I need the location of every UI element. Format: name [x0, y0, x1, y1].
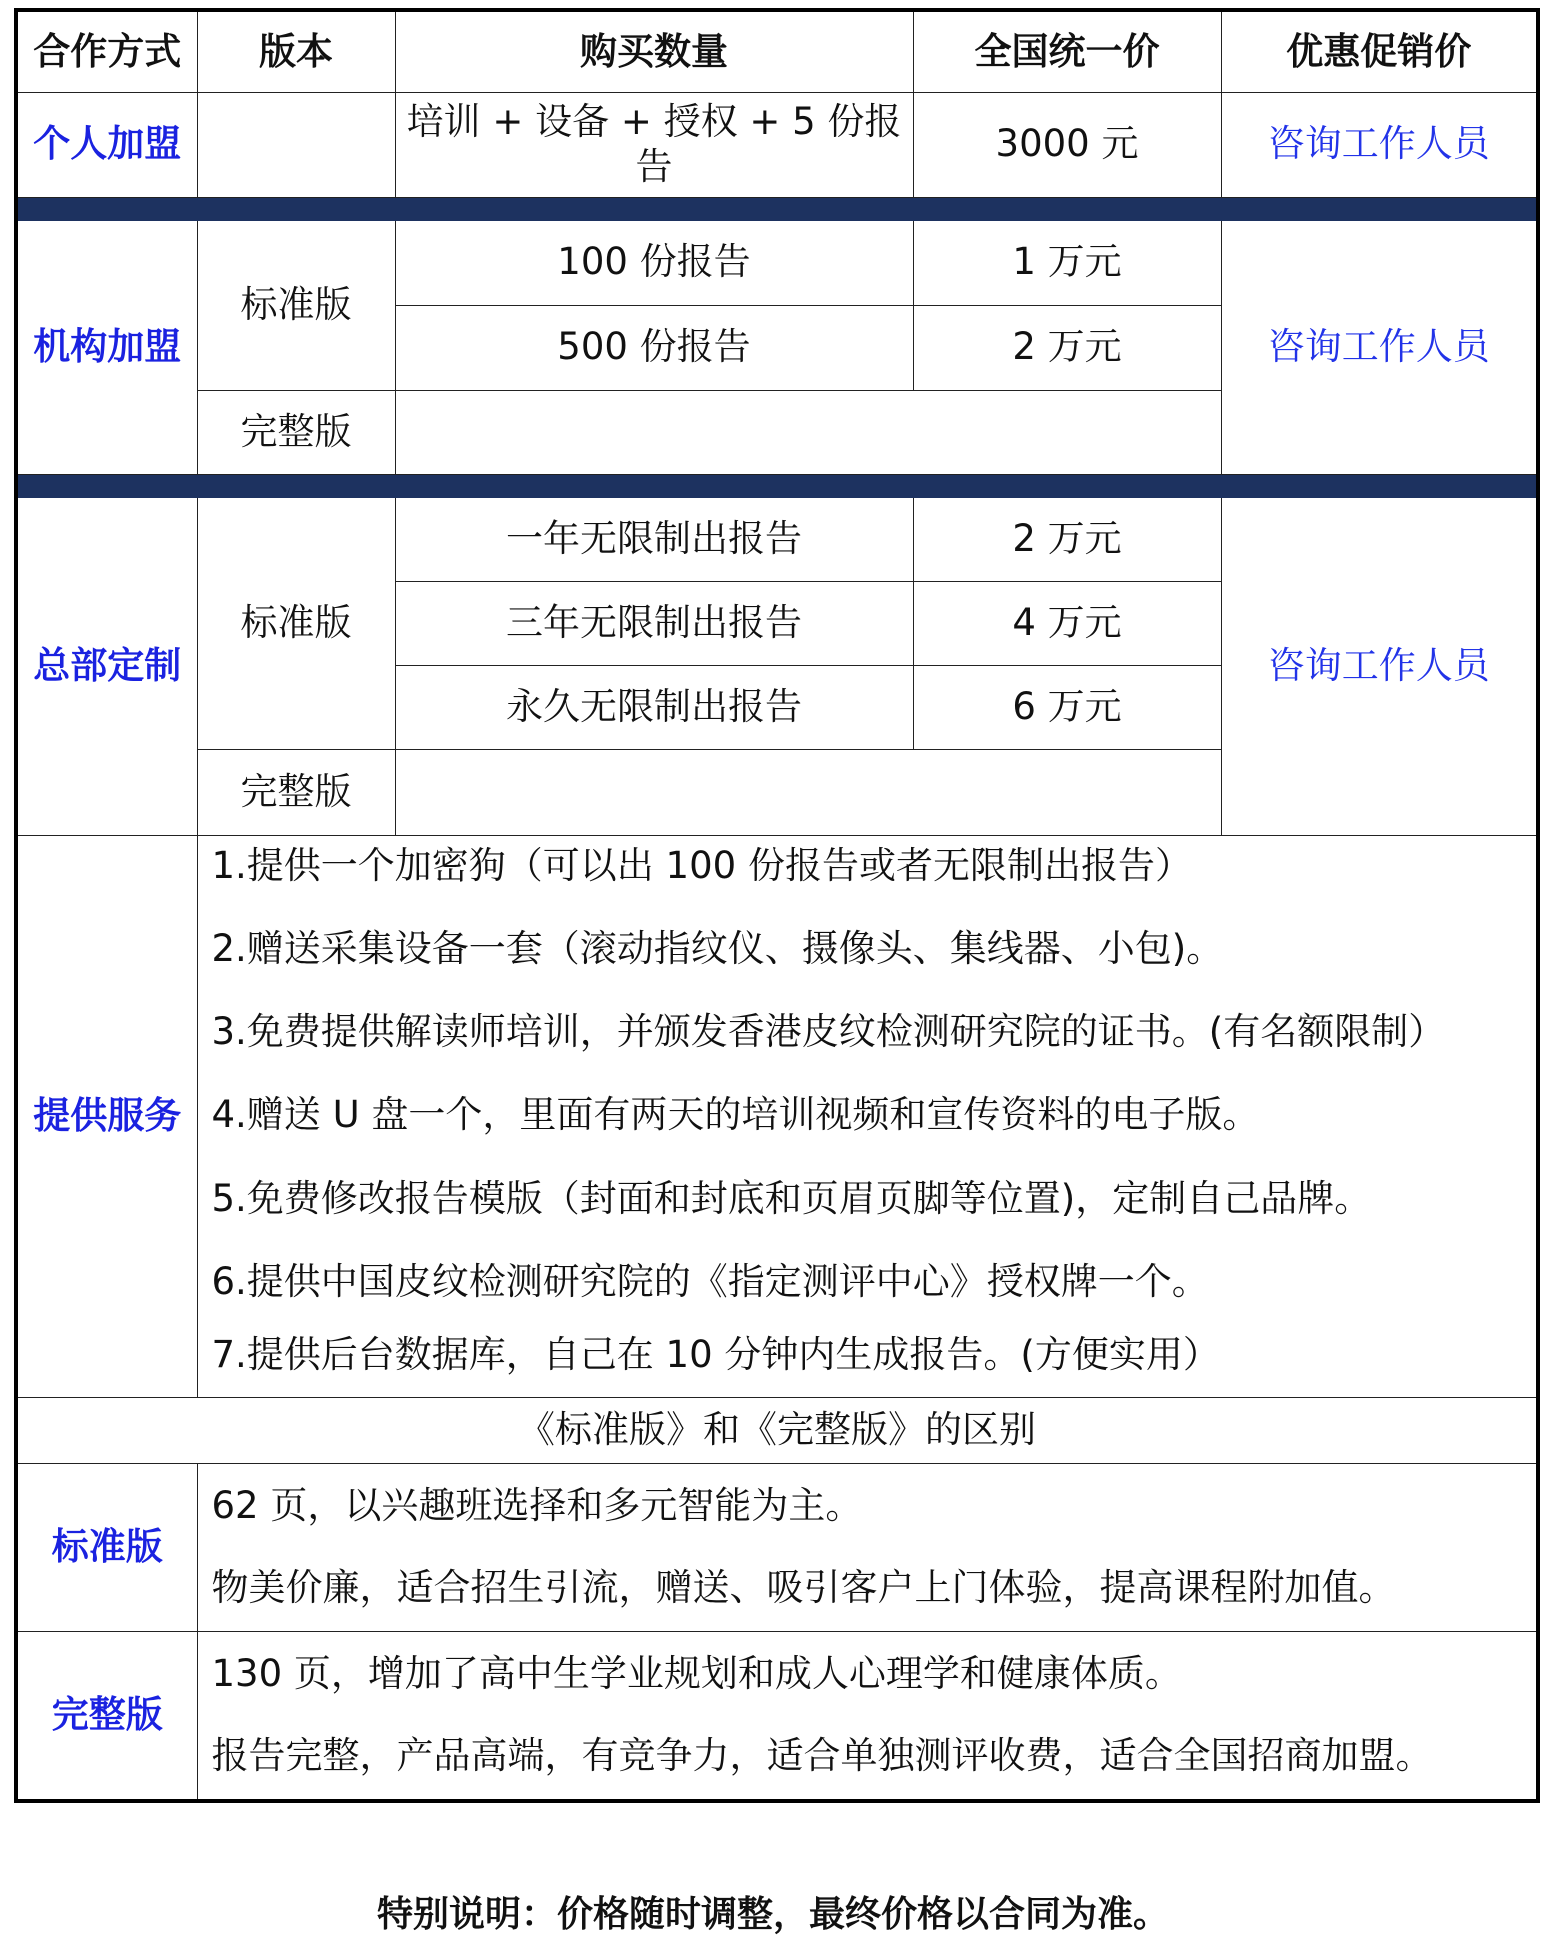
- header-version: 版本: [197, 10, 395, 92]
- separator-cell: [913, 197, 1221, 220]
- special-note: 特别说明：价格随时调整，最终价格以合同为准。: [376, 1894, 1169, 1935]
- hq-full-label: 完整版: [197, 749, 395, 835]
- header-promo-price: 优惠促销价: [1221, 10, 1538, 92]
- full-diff-line: 报告完整，产品高端，有竞争力，适合单独测评收费，适合全国招商加盟。: [211, 1734, 1433, 1778]
- institution-promo: 咨询工作人员: [1221, 220, 1538, 474]
- header-cooperation-mode: 合作方式: [16, 10, 197, 92]
- personal-label: 个人加盟: [16, 92, 197, 197]
- service-item: 5.免费修改报告模版（封面和封底和页眉页脚等位置)，定制自己品牌。: [211, 1176, 1372, 1220]
- service-item: 6.提供中国皮纹检测研究院的《指定测评中心》授权牌一个。: [211, 1259, 1209, 1303]
- full-diff-label: 完整版: [16, 1631, 197, 1801]
- hq-quantity: 永久无限制出报告: [395, 665, 913, 749]
- full-diff-line: 130 页，增加了高中生学业规划和成人心理学和健康体质。: [211, 1651, 1182, 1695]
- separator-cell: [1221, 197, 1538, 220]
- difference-title-row: [16, 1397, 1538, 1463]
- standard-diff-row: [16, 1463, 1538, 1631]
- full-diff-row: [16, 1631, 1538, 1801]
- institution-full-label: 完整版: [197, 390, 395, 474]
- hq-price: 2 万元: [913, 497, 1221, 581]
- institution-label: 机构加盟: [16, 220, 197, 474]
- full-diff-desc: [197, 1631, 1538, 1801]
- hq-promo: 咨询工作人员: [1221, 497, 1538, 835]
- service-item: 4.赠送 U 盘一个，里面有两天的培训视频和宣传资料的电子版。: [211, 1092, 1260, 1136]
- personal-quantity: 培训 + 设备 + 授权 + 5 份报告: [395, 92, 913, 197]
- service-item: 7.提供后台数据库，自己在 10 分钟内生成报告。(方便实用）: [211, 1332, 1220, 1376]
- service-item: 1.提供一个加密狗（可以出 100 份报告或者无限制出报告）: [211, 843, 1192, 887]
- hq-full-empty: [395, 749, 1221, 835]
- services-list: [197, 835, 1538, 1397]
- standard-diff-label: 标准版: [16, 1463, 197, 1631]
- hq-row-1: [16, 497, 1538, 581]
- separator-cell: [16, 474, 197, 497]
- institution-standard-label: 标准版: [197, 220, 395, 390]
- header-quantity: 购买数量: [395, 10, 913, 92]
- separator-cell: [395, 474, 913, 497]
- institution-quantity: 500 份报告: [395, 305, 913, 390]
- separator-cell: [197, 197, 395, 220]
- services-row: [16, 835, 1538, 1397]
- institution-price: 1 万元: [913, 220, 1221, 305]
- standard-diff-desc: [197, 1463, 1538, 1631]
- service-item: 2.赠送采集设备一套（滚动指纹仪、摄像头、集线器、小包)。: [211, 926, 1224, 970]
- personal-price: 3000 元: [913, 92, 1221, 197]
- hq-price: 4 万元: [913, 581, 1221, 665]
- separator-cell: [16, 197, 197, 220]
- personal-promo: 咨询工作人员: [1221, 92, 1538, 197]
- hq-price: 6 万元: [913, 665, 1221, 749]
- standard-diff-line: 物美价廉，适合招生引流，赠送、吸引客户上门体验，提高课程附加值。: [211, 1566, 1396, 1609]
- separator-cell: [395, 197, 913, 220]
- separator-cell: [1221, 474, 1538, 497]
- separator-cell: [913, 474, 1221, 497]
- standard-diff-line: 62 页，以兴趣班选择和多元智能为主。: [211, 1483, 863, 1527]
- header-national-price: 全国统一价: [913, 10, 1221, 92]
- hq-quantity: 三年无限制出报告: [395, 581, 913, 665]
- services-label: 提供服务: [16, 835, 197, 1397]
- separator-row: [16, 474, 1538, 497]
- personal-version-empty: [197, 92, 395, 197]
- hq-label: 总部定制: [16, 497, 197, 835]
- difference-title: 《标准版》和《完整版》的区别: [16, 1397, 1538, 1463]
- separator-row: [16, 197, 1538, 220]
- hq-standard-label: 标准版: [197, 497, 395, 749]
- header-row: [16, 10, 1538, 92]
- hq-quantity: 一年无限制出报告: [395, 497, 913, 581]
- institution-quantity: 100 份报告: [395, 220, 913, 305]
- pricing-table: [14, 8, 1540, 1803]
- separator-cell: [197, 474, 395, 497]
- service-item: 3.免费提供解读师培训，并颁发香港皮纹检测研究院的证书。(有名额限制）: [211, 1009, 1446, 1053]
- institution-row-1: [16, 220, 1538, 305]
- institution-price: 2 万元: [913, 305, 1221, 390]
- personal-row: [16, 92, 1538, 197]
- institution-full-empty: [395, 390, 1221, 474]
